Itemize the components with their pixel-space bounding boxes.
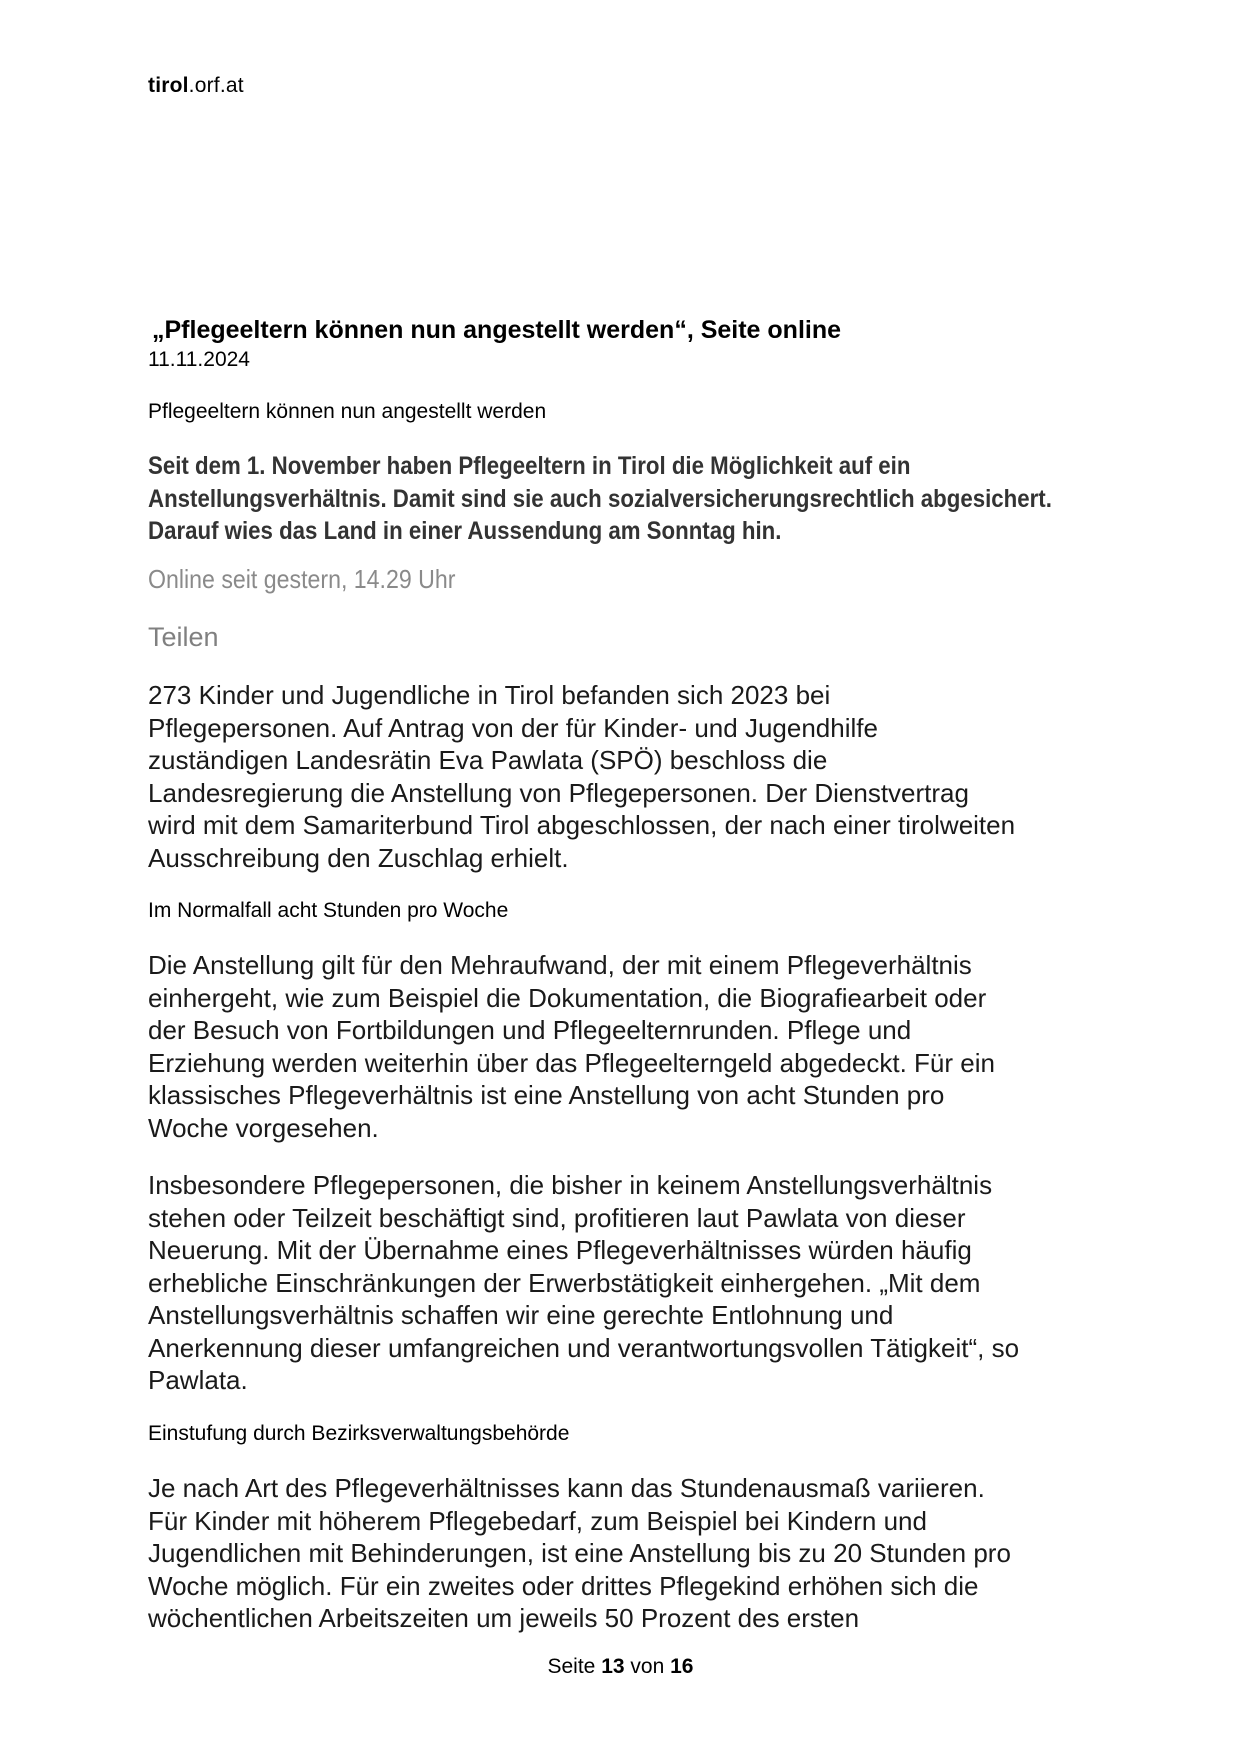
paragraph-line: Anstellungsverhältnis schaffen wir eine gerechte Entlohnung und xyxy=(148,1300,894,1330)
paragraph-line: einhergeht, wie zum Beispiel die Dokumentation, die Biografiearbeit oder xyxy=(148,982,987,1013)
paragraph-4 xyxy=(148,1472,1108,1635)
paragraph-line: Landesregierung die Anstellung von Pflegepersonen. Der Dienstvertrag xyxy=(148,777,969,808)
article-lead xyxy=(148,450,1109,548)
paragraph-line: klassisches Pflegeverhältnis ist eine Anstellung von acht Stunden pro xyxy=(148,1080,945,1110)
paragraph-line: 273 Kinder und Jugendliche in Tirol befanden sich 2023 bei xyxy=(148,680,831,710)
share-label: Teilen xyxy=(148,622,219,652)
paragraph-2 xyxy=(148,949,1108,1144)
article-date: 11.11.2024 xyxy=(148,348,250,371)
source-header xyxy=(148,74,244,98)
article-kicker: Pflegeeltern können nun angestellt werden xyxy=(148,400,547,423)
paragraph-line: Die Anstellung gilt für den Mehraufwand, der mit einem Pflegeverhältnis xyxy=(148,950,972,980)
paragraph-1 xyxy=(148,679,1108,874)
paragraph-line: Pflegepersonen. Auf Antrag von der für Kinder- und Jugendhilfe xyxy=(148,712,878,743)
paragraph-line: Je nach Art des Pflegeverhältnisses kann das Stundenausmaß variieren. xyxy=(148,1473,985,1503)
page-total: 16 xyxy=(670,1655,694,1678)
subheading-1: Im Normalfall acht Stunden pro Woche xyxy=(148,899,509,922)
page-separator: von xyxy=(630,1655,665,1678)
paragraph-line: Woche möglich. Für ein zweites oder drittes Pflegekind erhöhen sich die xyxy=(148,1570,979,1601)
source-name-rest: .orf.at xyxy=(188,74,244,97)
paragraph-line: wöchentlichen Arbeitszeiten um jeweils 50 Prozent des ersten xyxy=(148,1603,860,1633)
paragraph-line: erhebliche Einschränkungen der Erwerbstätigkeit einhergehen. „Mit dem xyxy=(148,1267,981,1298)
subheading-2: Einstufung durch Bezirksverwaltungsbehörde xyxy=(148,1422,570,1445)
paragraph-line: der Besuch von Fortbildungen und Pflegeelternrunden. Pflege und xyxy=(148,1015,912,1045)
paragraph-line: Neuerung. Mit der Übernahme eines Pflegeverhältnisses würden häufig xyxy=(148,1235,972,1265)
paragraph-line: Insbesondere Pflegepersonen, die bisher in keinem Anstellungsverhältnis xyxy=(148,1170,993,1200)
page-current: 13 xyxy=(601,1655,625,1678)
paragraph-line: stehen oder Teilzeit beschäftigt sind, profitieren laut Pawlata von dieser xyxy=(148,1202,966,1233)
paragraph-line: Pawlata. xyxy=(148,1365,248,1395)
lead-line: Anstellungsverhältnis. Damit sind sie auch sozialversicherungsrechtlich abgesichert. xyxy=(148,484,1052,513)
lead-line: Darauf wies das Land in einer Aussendung am Sonntag hin. xyxy=(148,517,782,545)
page-prefix: Seite xyxy=(547,1655,596,1678)
paragraph-line: Ausschreibung den Zuschlag erhielt. xyxy=(148,842,569,873)
paragraph-3 xyxy=(148,1169,1108,1397)
paragraph-line: zuständigen Landesrätin Eva Pawlata (SPÖ) beschloss die xyxy=(148,745,828,775)
online-since: Online seit gestern, 14.29 Uhr xyxy=(148,564,456,594)
lead-line: Seit dem 1. November haben Pflegeeltern in Tirol die Möglichkeit auf ein xyxy=(148,452,911,480)
paragraph-line: Jugendlichen mit Behinderungen, ist eine Anstellung bis zu 20 Stunden pro xyxy=(148,1538,1011,1568)
page-number xyxy=(0,1655,1241,1679)
article-title: „Pflegeeltern können nun angestellt werden“, Seite online xyxy=(152,316,842,344)
paragraph-line: Für Kinder mit höherem Pflegebedarf, zum Beispiel bei Kindern und xyxy=(148,1505,927,1536)
paragraph-line: Woche vorgesehen. xyxy=(148,1112,379,1143)
source-name-bold: tirol xyxy=(148,74,189,97)
paragraph-line: wird mit dem Samariterbund Tirol abgeschlossen, der nach einer tirolweiten xyxy=(148,810,1016,840)
paragraph-line: Erziehung werden weiterhin über das Pflegeelterngeld abgedeckt. Für ein xyxy=(148,1047,995,1078)
paragraph-line: Anerkennung dieser umfangreichen und verantwortungsvollen Tätigkeit“, so xyxy=(148,1332,1020,1363)
